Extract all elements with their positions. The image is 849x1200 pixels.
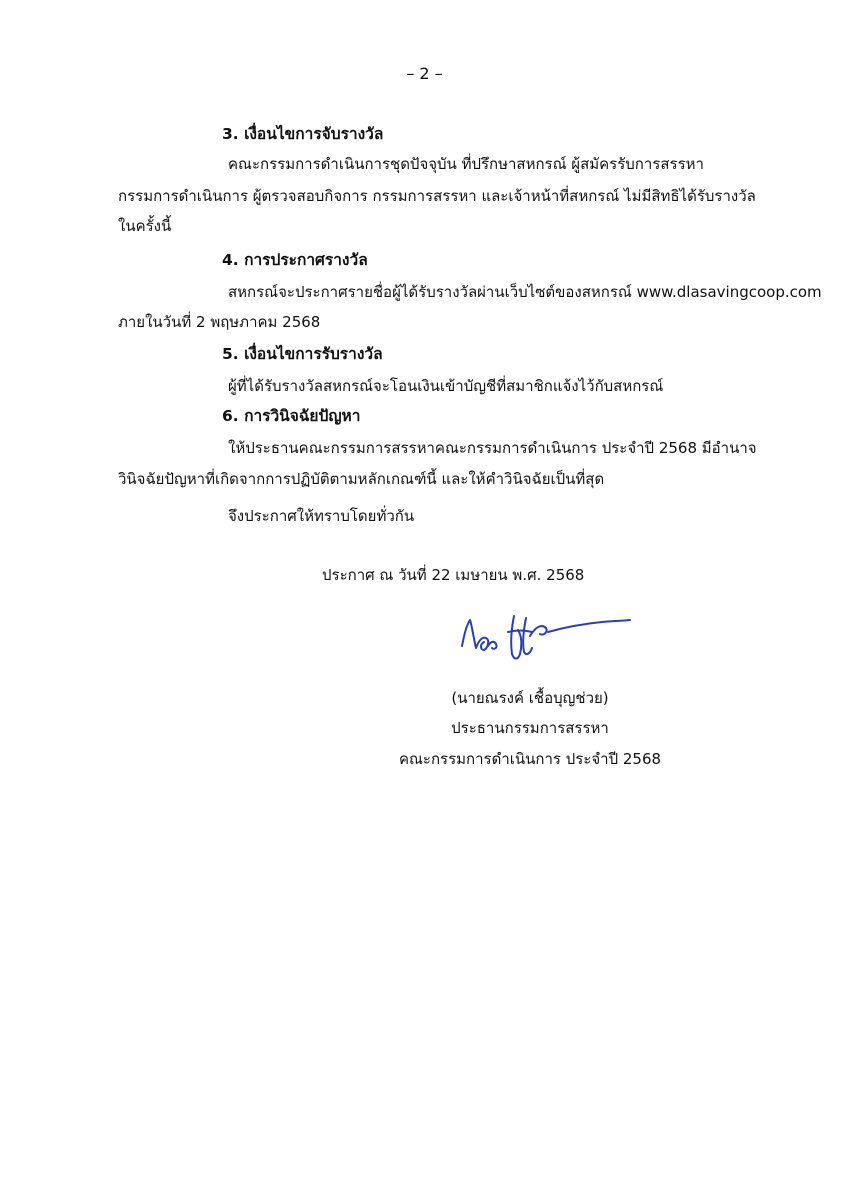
section-4-heading: 4. การประกาศรางวัล [222, 251, 368, 269]
section-3-paragraph-line-2: กรรมการดำเนินการ ผู้ตรวจสอบกิจการ กรรมการสรรหา และเจ้าหน้าที่สหกรณ์ ไม่มีสิทธิได้รับรางวัล [118, 187, 756, 205]
section-6-paragraph-line-1: ให้ประธานคณะกรรมการสรรหาคณะกรรมการดำเนินการ ประจำปี 2568 มีอำนาจ [228, 439, 757, 457]
section-3-paragraph-line-3: ในครั้งนี้ [118, 217, 172, 235]
section-4-paragraph-line-1: สหกรณ์จะประกาศรายชื่อผู้ได้รับรางวัลผ่านเว็บไซต์ของสหกรณ์ www.dlasavingcoop.com [228, 283, 822, 301]
section-5-heading: 5. เงื่อนไขการรับรางวัล [222, 345, 383, 363]
closing-statement: จึงประกาศให้ทราบโดยทั่วกัน [228, 507, 415, 525]
section-6-paragraph-line-2: วินิจฉัยปัญหาที่เกิดจากการปฏิบัติตามหลักเกณฑ์นี้ และให้คำวินิจฉัยเป็นที่สุด [118, 470, 605, 488]
section-6-heading: 6. การวินิจฉัยปัญหา [222, 407, 361, 425]
signer-name: (นายณรงค์ เชื้อบุญช่วย) [451, 689, 609, 707]
section-3-paragraph-line-1: คณะกรรมการดำเนินการชุดปัจจุบัน ที่ปรึกษาสหกรณ์ ผู้สมัครรับการสรรหา [228, 155, 704, 173]
section-5-paragraph-line-1: ผู้ที่ได้รับรางวัลสหกรณ์จะโอนเงินเข้าบัญชีที่สมาชิกแจ้งไว้กับสหกรณ์ [228, 377, 664, 395]
handwritten-signature [452, 596, 642, 676]
section-3-heading: 3. เงื่อนไขการจับรางวัล [222, 125, 384, 143]
announcement-date: ประกาศ ณ วันที่ 22 เมษายน พ.ศ. 2568 [322, 566, 585, 584]
signer-committee: คณะกรรมการดำเนินการ ประจำปี 2568 [398, 750, 662, 768]
signer-position: ประธานกรรมการสรรหา [451, 719, 609, 737]
section-4-paragraph-line-2: ภายในวันที่ 2 พฤษภาคม 2568 [118, 313, 321, 331]
page-number: – 2 – [406, 64, 443, 83]
